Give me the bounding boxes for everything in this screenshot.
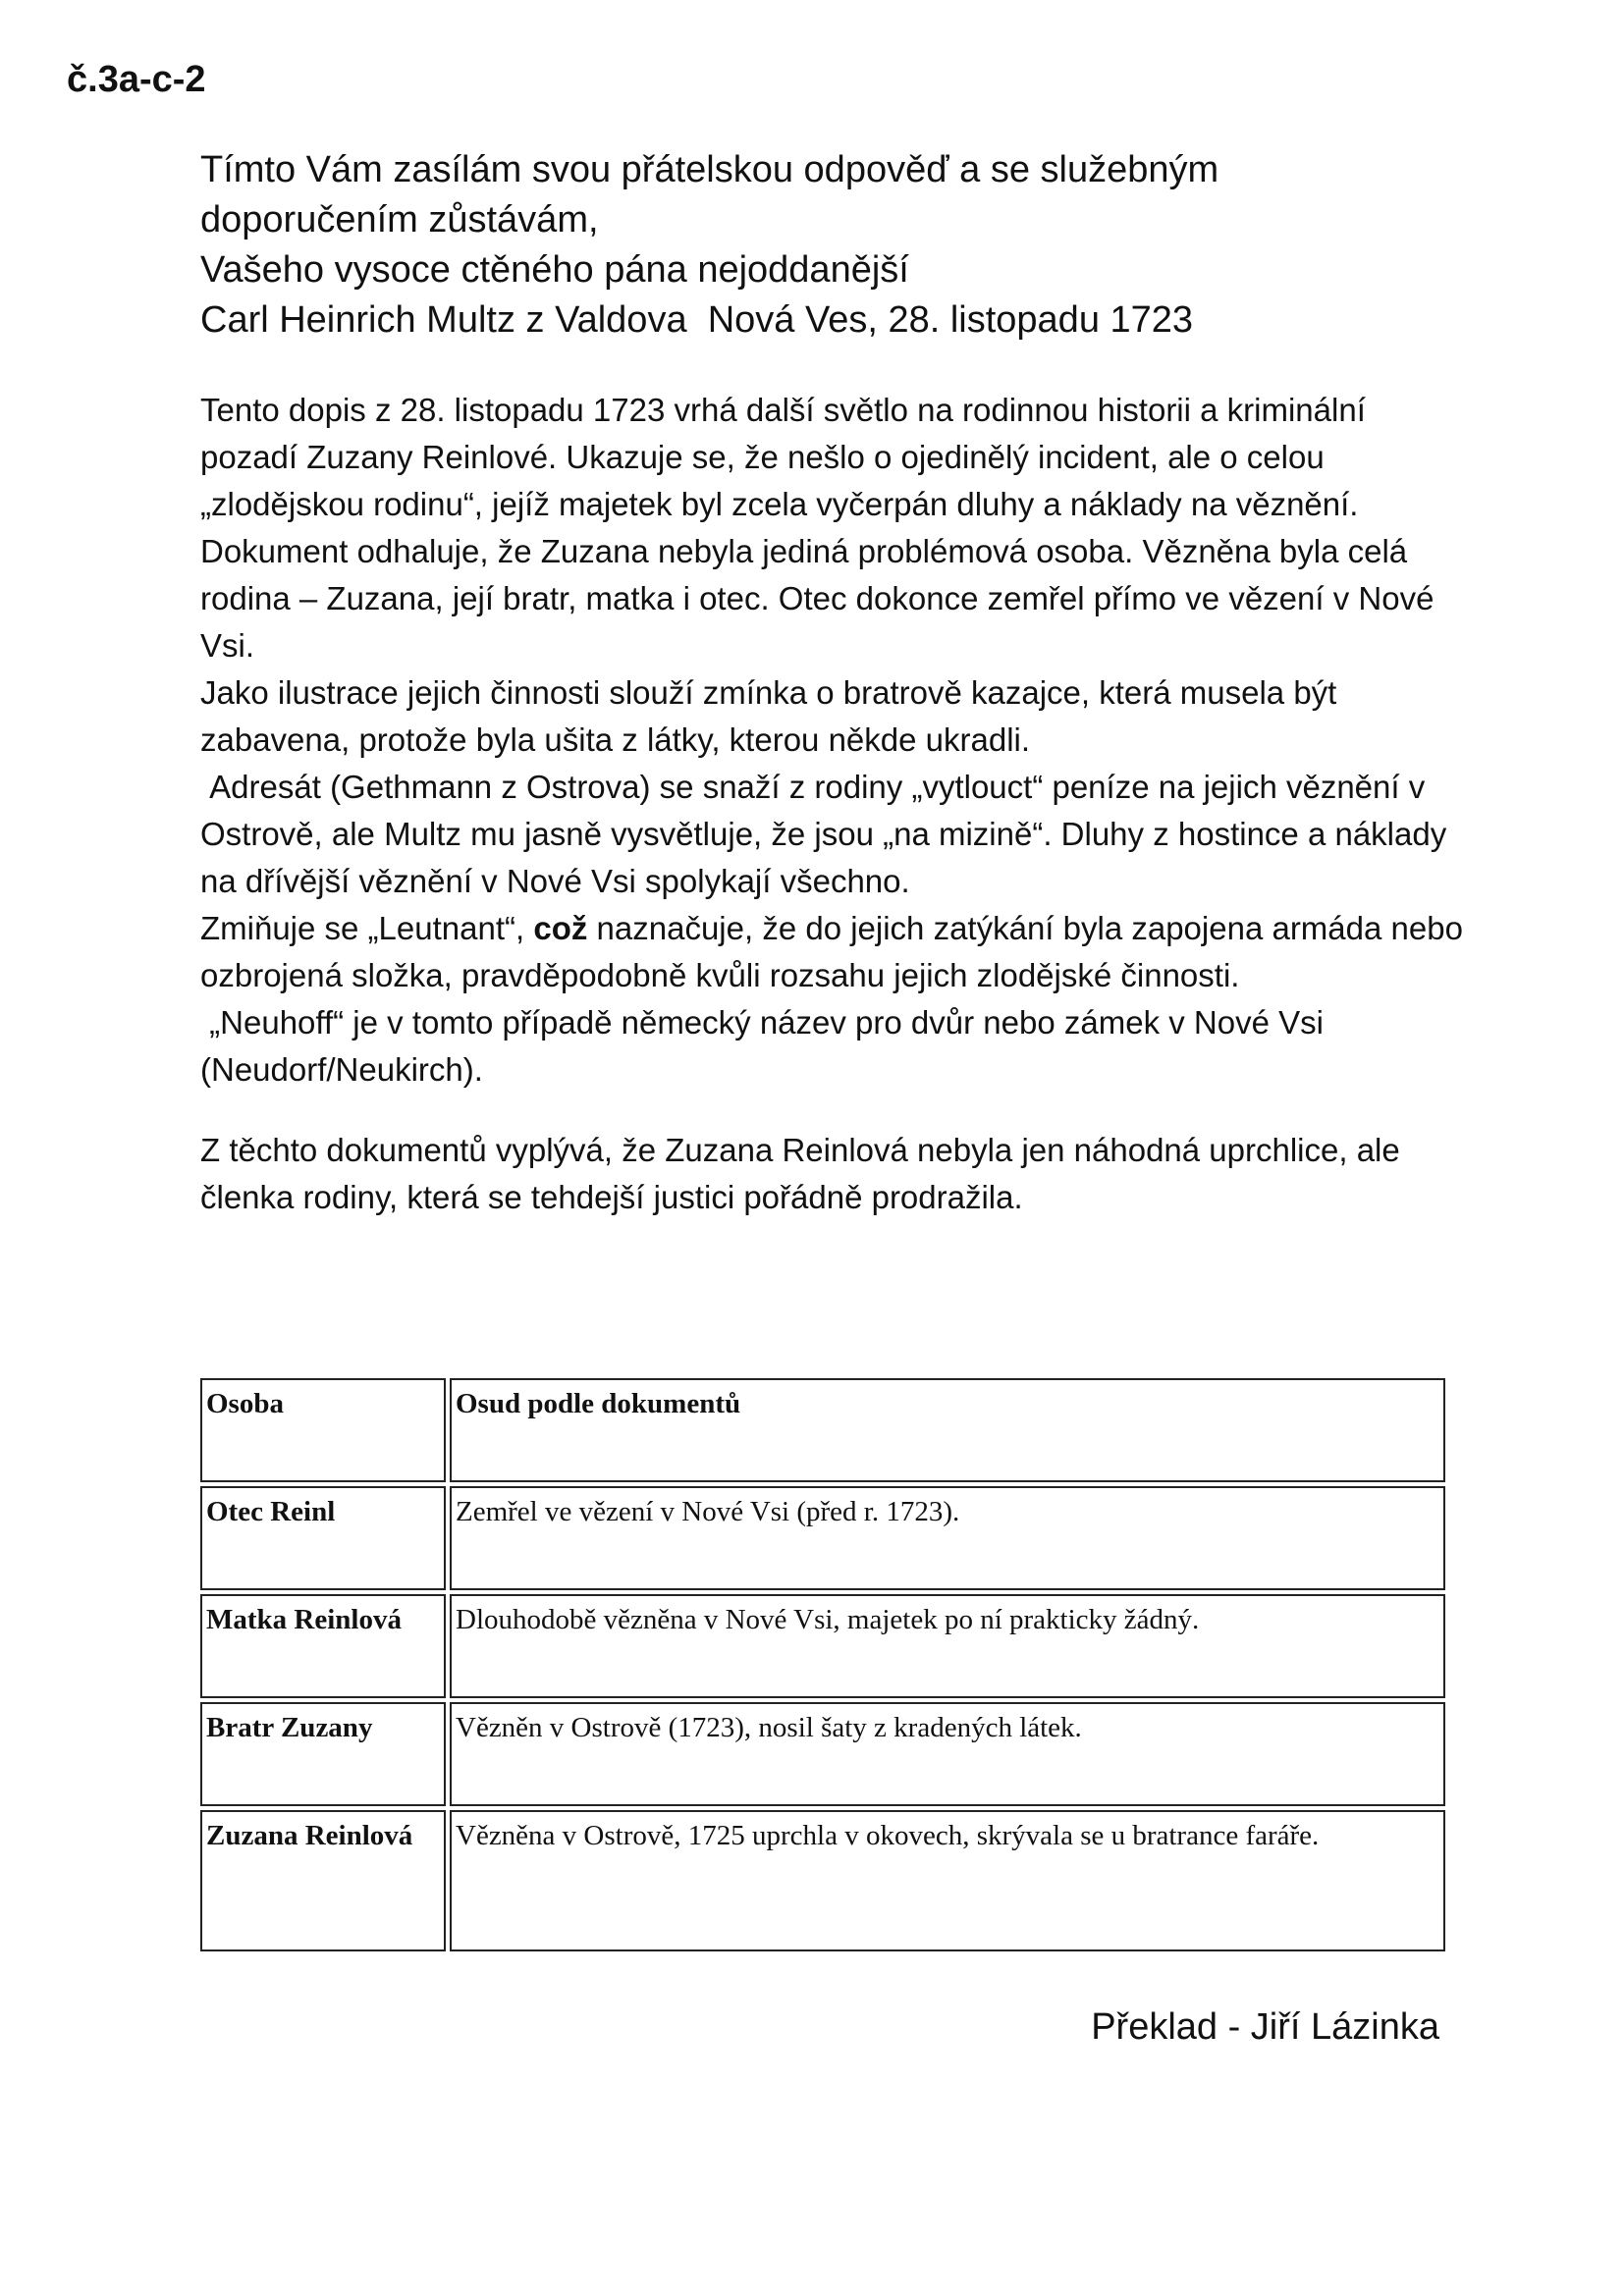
- table-row: [200, 1486, 1445, 1590]
- table-header-row: [200, 1378, 1445, 1482]
- person-cell: Zuzana Reinlová: [200, 1810, 446, 1951]
- commentary-paragraph: [200, 905, 1473, 999]
- conclusion: [200, 1127, 1467, 1221]
- person-cell: Matka Reinlová: [200, 1594, 446, 1698]
- commentary-paragraph: Adresát (Gethmann z Ostrova) se snaží z rodiny „vytlouct“ peníze na jejich věznění v Ostrově, ale Multz mu jasně vysvětluje, že jsou „na mizině“. Dluhy z hostince a náklady na dřívější věznění v Nové Vsi spolykají všechno.: [200, 769, 1456, 899]
- closing-line: Vašeho vysoce ctěného pána nejoddanější: [200, 249, 909, 291]
- table-row: [200, 1810, 1445, 1951]
- fate-cell: Zemřel ve vězení v Nové Vsi (před r. 1723).: [450, 1486, 1445, 1590]
- fate-cell: Vězněna v Ostrově, 1725 uprchla v okovech, skrývala se u bratrance faráře.: [450, 1810, 1445, 1951]
- commentary-paragraph: Jako ilustrace jejich činnosti slouží zmínka o bratrově kazajce, která musela být zabavena, protože byla ušita z látky, kterou někde ukradli.: [200, 674, 1337, 758]
- commentary-bold-word: což: [533, 910, 588, 946]
- person-cell: Bratr Zuzany: [200, 1702, 446, 1806]
- fate-cell: Vězněn v Ostrově (1723), nosil šaty z kradených látek.: [450, 1702, 1445, 1806]
- commentary-paragraph: Dokument odhaluje, že Zuzana nebyla jediná problémová osoba. Vězněna byla celá rodina – Zuzana, její bratr, matka i otec. Otec dokonce zemřel přímo ve vězení v Nové Vsi.: [200, 533, 1435, 664]
- commentary-text: naznačuje, že do jejich zatýkání byla zapojena armáda nebo ozbrojená složka, pravděpodobně kvůli rozsahu jejich zlodějské činnosti.: [200, 910, 1473, 993]
- closing-line: Tímto Vám zasílám svou přátelskou odpověď a se služebným: [200, 149, 1219, 190]
- table-row: [200, 1594, 1445, 1698]
- fate-cell: Dlouhodobě vězněna v Nové Vsi, majetek po ní prakticky žádný.: [450, 1594, 1445, 1698]
- closing-line: doporučením zůstávám,: [200, 199, 599, 240]
- header-fate: Osud podle dokumentů: [450, 1378, 1445, 1482]
- document-id: č.3a-c-2: [67, 59, 206, 100]
- commentary-paragraph: „Neuhoff“ je v tomto případě německý název pro dvůr nebo zámek v Nové Vsi (Neudorf/Neukirch).: [200, 1004, 1333, 1088]
- letter-closing: [200, 145, 1467, 346]
- family-fates-table: [196, 1374, 1449, 1955]
- commentary-text: Zmiňuje se „Leutnant“,: [200, 910, 534, 946]
- header-person: Osoba: [200, 1378, 446, 1482]
- closing-line: Carl Heinrich Multz z Valdova Nová Ves, 28. listopadu 1723: [200, 299, 1194, 341]
- translator-credit: Překlad - Jiří Lázinka: [1091, 2006, 1439, 2048]
- document-body: [200, 145, 1473, 1221]
- table-row: [200, 1702, 1445, 1806]
- commentary: [200, 387, 1473, 1094]
- conclusion-paragraph: Z těchto dokumentů vyplývá, že Zuzana Reinlová nebyla jen náhodná uprchlice, ale členka rodiny, která se tehdejší justici pořádně prodražila.: [200, 1132, 1400, 1215]
- commentary-paragraph: Tento dopis z 28. listopadu 1723 vrhá další světlo na rodinnou historii a kriminální pozadí Zuzany Reinlové. Ukazuje se, že nešlo o ojedinělý incident, ale o celou „zlodějskou rodinu“, jejíž majetek byl zcela vyčerpán dluhy a náklady na věznění.: [200, 392, 1366, 522]
- person-cell: Otec Reinl: [200, 1486, 446, 1590]
